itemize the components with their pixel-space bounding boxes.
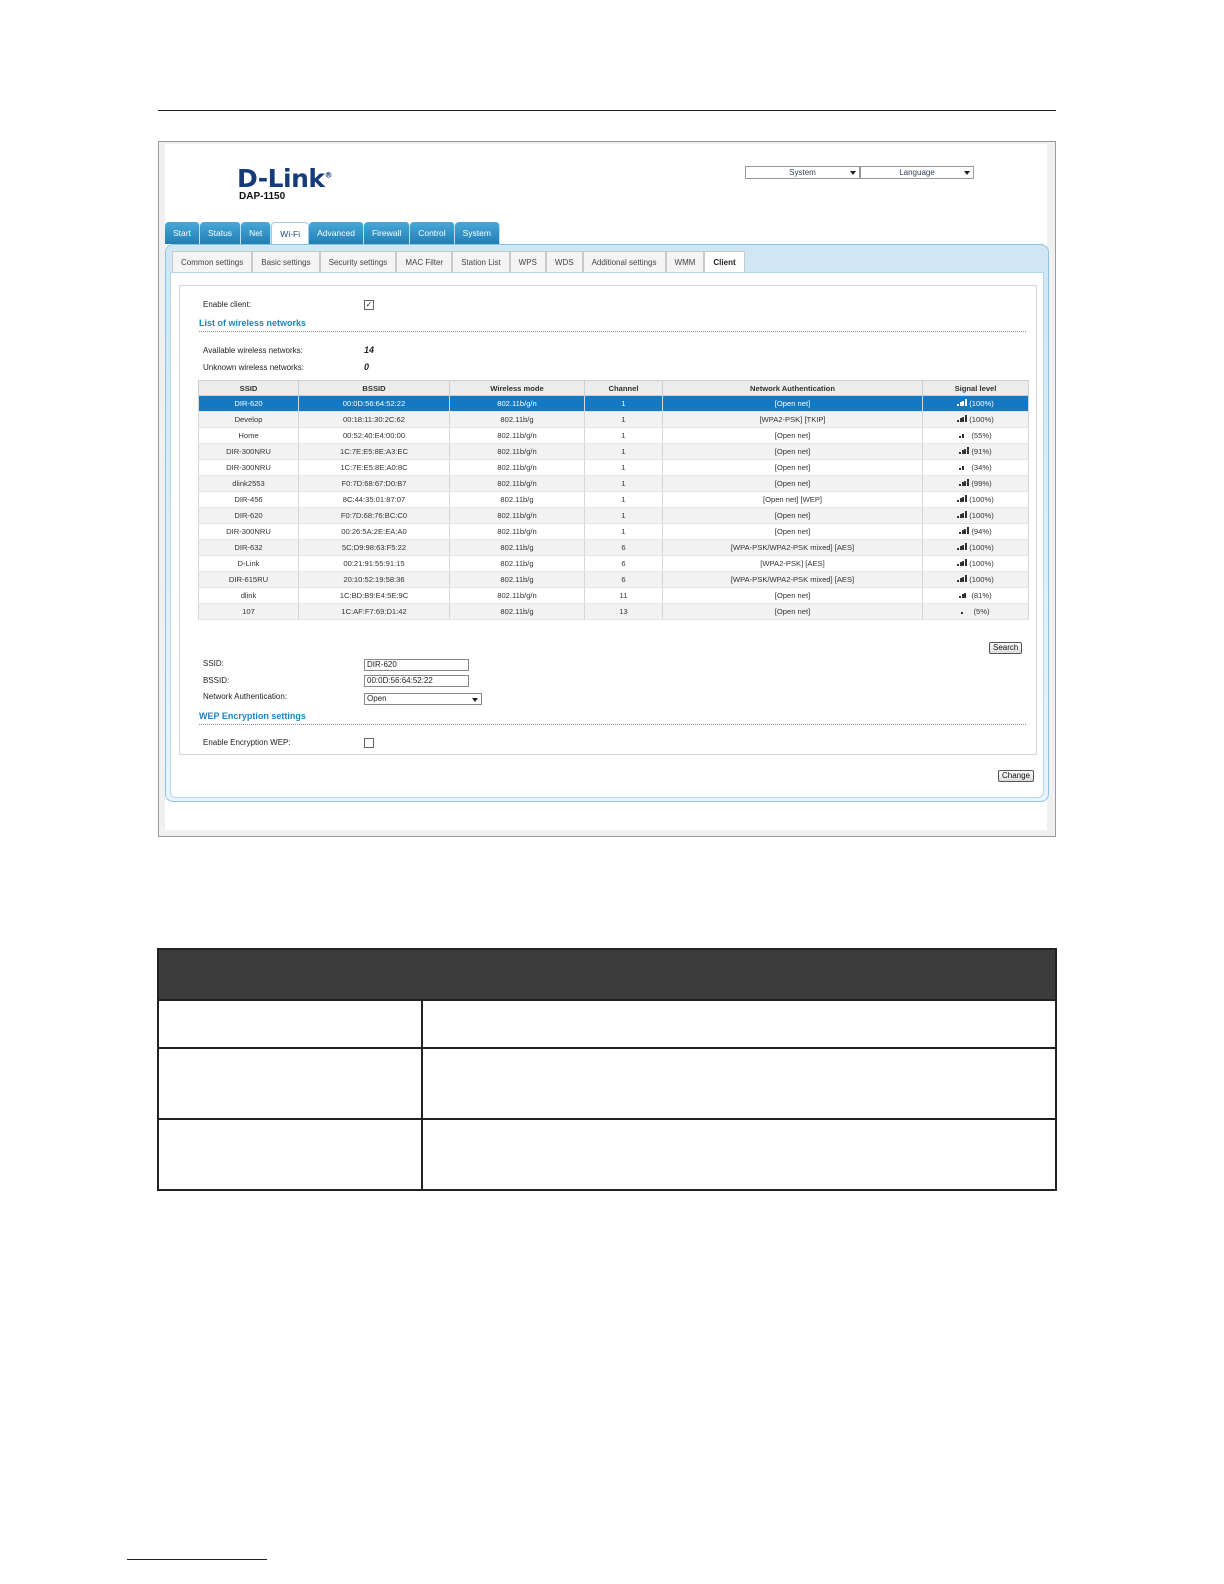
tab-status[interactable]: Status xyxy=(200,222,241,244)
cell-network-auth: [Open net] xyxy=(663,508,923,524)
table-row[interactable] xyxy=(199,476,1029,492)
cell-ssid: DIR-632 xyxy=(199,540,299,556)
enable-client-checkbox[interactable] xyxy=(364,300,374,310)
cell-signal-level xyxy=(923,412,1029,428)
search-button[interactable]: Search xyxy=(989,642,1022,654)
cell-wireless-mode: 802.11b/g/n xyxy=(450,428,585,444)
signal-strength-icon xyxy=(959,479,969,486)
cell-network-auth: [WPA-PSK/WPA2-PSK mixed] [AES] xyxy=(663,572,923,588)
description-table xyxy=(157,948,1057,1191)
cell-bssid: 00:18:11:30:2C:62 xyxy=(299,412,450,428)
cell-bssid: 00:21:91:55:91:15 xyxy=(299,556,450,572)
cell-wireless-mode: 802.11b/g xyxy=(450,540,585,556)
description-row xyxy=(159,999,1055,1047)
table-row[interactable] xyxy=(199,556,1029,572)
cell-ssid: D-Link xyxy=(199,556,299,572)
cell-wireless-mode: 802.11b/g xyxy=(450,572,585,588)
signal-level-text: (55%) xyxy=(971,431,992,440)
signal-strength-icon xyxy=(957,559,967,566)
network-auth-value: Open xyxy=(367,694,387,703)
signal-level-text: (100%) xyxy=(969,495,994,504)
cell-signal-level xyxy=(923,444,1029,460)
table-header-row xyxy=(199,381,1029,396)
column-header-bssid[interactable]: BSSID xyxy=(299,381,450,396)
cell-channel: 1 xyxy=(585,444,663,460)
cell-signal-level xyxy=(923,508,1029,524)
cell-wireless-mode: 802.11b/g xyxy=(450,412,585,428)
available-networks-value: 14 xyxy=(364,345,375,355)
cell-signal-level xyxy=(923,604,1029,620)
table-row[interactable] xyxy=(199,460,1029,476)
cell-network-auth: [Open net] [WEP] xyxy=(663,492,923,508)
table-body xyxy=(199,396,1029,620)
tab-system[interactable]: System xyxy=(455,222,500,244)
tab-control[interactable]: Control xyxy=(410,222,454,244)
signal-strength-icon xyxy=(959,591,969,598)
cell-wireless-mode: 802.11b/g/n xyxy=(450,444,585,460)
signal-level-text: (94%) xyxy=(971,527,992,536)
signal-level-text: (91%) xyxy=(971,447,992,456)
cell-wireless-mode: 802.11b/g/n xyxy=(450,396,585,412)
cell-ssid: DIR-620 xyxy=(199,396,299,412)
subtab-additional-settings[interactable]: Additional settings xyxy=(583,251,666,273)
cell-bssid: 00:52:40:E4:00:00 xyxy=(299,428,450,444)
signal-level-text: (100%) xyxy=(969,399,994,408)
cell-ssid: DIR-615RU xyxy=(199,572,299,588)
language-select-label: Language xyxy=(899,168,935,177)
cell-network-auth: [WPA2-PSK] [TKIP] xyxy=(663,412,923,428)
cell-bssid: F0:7D:68:76:BC:C0 xyxy=(299,508,450,524)
cell-wireless-mode: 802.11b/g xyxy=(450,492,585,508)
signal-level-text: (100%) xyxy=(969,415,994,424)
system-select-label: System xyxy=(789,168,816,177)
column-header-signal-level[interactable]: Signal level xyxy=(923,381,1029,396)
cell-ssid: dlink xyxy=(199,588,299,604)
language-select[interactable] xyxy=(860,166,974,179)
cell-bssid: 00:26:5A:2E:EA:A0 xyxy=(299,524,450,540)
cell-channel: 6 xyxy=(585,556,663,572)
signal-strength-icon xyxy=(959,527,969,534)
section-divider xyxy=(199,331,1026,332)
client-settings-area xyxy=(170,272,1044,798)
table-row[interactable] xyxy=(199,492,1029,508)
description-table-header xyxy=(159,950,1055,999)
chevron-down-icon xyxy=(850,171,856,175)
dlink-logo: D-Link® xyxy=(237,164,333,193)
cell-wireless-mode: 802.11b/g/n xyxy=(450,524,585,540)
signal-strength-icon xyxy=(957,399,967,406)
tab-wifi[interactable]: Wi-Fi xyxy=(271,222,309,245)
signal-level-text: (100%) xyxy=(969,575,994,584)
signal-level-text: (100%) xyxy=(969,511,994,520)
enable-client-label: Enable client: xyxy=(203,300,252,309)
cell-ssid: Develop xyxy=(199,412,299,428)
signal-level-text: (81%) xyxy=(971,591,992,600)
column-header-ssid[interactable]: SSID xyxy=(199,381,299,396)
wireless-networks-table xyxy=(198,380,1029,620)
description-column-divider xyxy=(421,999,423,1189)
cell-wireless-mode: 802.11b/g/n xyxy=(450,508,585,524)
subtab-mac-filter[interactable]: MAC Filter xyxy=(396,251,452,273)
ssid-input[interactable]: DIR-620 xyxy=(364,659,469,671)
model-name: DAP-1150 xyxy=(239,191,286,202)
footnote-rule xyxy=(127,1559,267,1560)
tab-start[interactable]: Start xyxy=(165,222,200,244)
subtab-station-list[interactable]: Station List xyxy=(452,251,510,273)
cell-signal-level xyxy=(923,492,1029,508)
client-form xyxy=(179,285,1037,755)
table-row[interactable] xyxy=(199,540,1029,556)
cell-ssid: DIR-300NRU xyxy=(199,524,299,540)
cell-signal-level xyxy=(923,476,1029,492)
cell-wireless-mode: 802.11b/g/n xyxy=(450,588,585,604)
cell-channel: 1 xyxy=(585,396,663,412)
cell-bssid: F0:7D:68:67:D0:B7 xyxy=(299,476,450,492)
chevron-down-icon xyxy=(472,698,478,702)
table-row[interactable] xyxy=(199,396,1029,412)
signal-strength-icon xyxy=(959,447,969,454)
description-row xyxy=(159,1047,1055,1118)
subtab-wps[interactable]: WPS xyxy=(510,251,546,273)
signal-strength-icon xyxy=(957,415,967,422)
cell-channel: 1 xyxy=(585,460,663,476)
signal-strength-icon xyxy=(959,431,969,438)
cell-signal-level xyxy=(923,396,1029,412)
signal-strength-icon xyxy=(959,463,969,470)
bssid-input[interactable]: 00:0D:56:64:52:22 xyxy=(364,675,469,687)
table-row[interactable] xyxy=(199,428,1029,444)
cell-channel: 13 xyxy=(585,604,663,620)
column-header-channel[interactable]: Channel xyxy=(585,381,663,396)
cell-bssid: 1C:7E:E5:8E:A0:8C xyxy=(299,460,450,476)
available-networks-label: Available wireless networks: xyxy=(203,346,303,355)
cell-channel: 1 xyxy=(585,508,663,524)
cell-ssid: DIR-620 xyxy=(199,508,299,524)
cell-bssid: 00:0D:56:64:52:22 xyxy=(299,396,450,412)
cell-network-auth: [Open net] xyxy=(663,396,923,412)
unknown-networks-label: Unknown wireless networks: xyxy=(203,363,304,372)
table-row[interactable] xyxy=(199,444,1029,460)
cell-signal-level xyxy=(923,460,1029,476)
subtab-wds[interactable]: WDS xyxy=(546,251,583,273)
cell-channel: 1 xyxy=(585,476,663,492)
signal-strength-icon xyxy=(957,575,967,582)
cell-channel: 1 xyxy=(585,412,663,428)
signal-level-text: (99%) xyxy=(971,479,992,488)
cell-ssid: 107 xyxy=(199,604,299,620)
cell-channel: 6 xyxy=(585,572,663,588)
cell-network-auth: [Open net] xyxy=(663,444,923,460)
table-row[interactable] xyxy=(199,588,1029,604)
tab-firewall[interactable]: Firewall xyxy=(364,222,410,244)
cell-bssid: 8C:44:35:01:87:07 xyxy=(299,492,450,508)
column-header-wireless-mode[interactable]: Wireless mode xyxy=(450,381,585,396)
cell-ssid: DIR-300NRU xyxy=(199,460,299,476)
section-title-wep: WEP Encryption settings xyxy=(199,711,306,721)
change-button[interactable]: Change xyxy=(998,770,1034,782)
enable-wep-checkbox[interactable] xyxy=(364,738,374,748)
cell-bssid: 1C:BD:B9:E4:5E:9C xyxy=(299,588,450,604)
subtab-client[interactable]: Client xyxy=(704,251,744,273)
ssid-label: SSID: xyxy=(203,659,224,668)
cell-channel: 11 xyxy=(585,588,663,604)
tab-advanced[interactable]: Advanced xyxy=(309,222,364,244)
cell-signal-level xyxy=(923,556,1029,572)
cell-signal-level xyxy=(923,572,1029,588)
cell-channel: 1 xyxy=(585,524,663,540)
column-header-network-auth[interactable]: Network Authentication xyxy=(663,381,923,396)
main-tabs xyxy=(165,222,500,244)
cell-network-auth: [Open net] xyxy=(663,604,923,620)
table-row[interactable] xyxy=(199,508,1029,524)
cell-network-auth: [Open net] xyxy=(663,460,923,476)
subtab-common-settings[interactable]: Common settings xyxy=(172,251,252,273)
signal-level-text: (100%) xyxy=(969,559,994,568)
table-row[interactable] xyxy=(199,524,1029,540)
tab-net[interactable]: Net xyxy=(241,222,271,244)
chevron-down-icon xyxy=(964,171,970,175)
cell-ssid: DIR-456 xyxy=(199,492,299,508)
enable-wep-label: Enable Encryption WEP: xyxy=(203,738,291,747)
signal-strength-icon xyxy=(957,511,967,518)
cell-ssid: dlink2553 xyxy=(199,476,299,492)
cell-channel: 1 xyxy=(585,492,663,508)
signal-level-text: (100%) xyxy=(969,543,994,552)
description-row xyxy=(159,1118,1055,1191)
section-divider xyxy=(199,724,1026,725)
cell-network-auth: [WPA-PSK/WPA2-PSK mixed] [AES] xyxy=(663,540,923,556)
cell-ssid: DIR-300NRU xyxy=(199,444,299,460)
cell-signal-level xyxy=(923,540,1029,556)
bssid-label: BSSID: xyxy=(203,676,230,685)
cell-wireless-mode: 802.11b/g xyxy=(450,556,585,572)
cell-signal-level xyxy=(923,588,1029,604)
cell-network-auth: [Open net] xyxy=(663,588,923,604)
cell-wireless-mode: 802.11b/g xyxy=(450,604,585,620)
signal-level-text: (34%) xyxy=(971,463,992,472)
unknown-networks-value: 0 xyxy=(364,362,370,372)
cell-bssid: 1C:AF:F7:69:D1:42 xyxy=(299,604,450,620)
cell-wireless-mode: 802.11b/g/n xyxy=(450,460,585,476)
signal-strength-icon xyxy=(961,607,971,614)
signal-strength-icon xyxy=(957,543,967,550)
screenshot-frame xyxy=(158,141,1056,837)
section-title-wireless-networks: List of wireless networks xyxy=(199,318,307,328)
cell-channel: 1 xyxy=(585,428,663,444)
signal-level-text: (5%) xyxy=(973,607,990,616)
cell-bssid: 5C:D9:98:63:F5:22 xyxy=(299,540,450,556)
cell-network-auth: [Open net] xyxy=(663,428,923,444)
subtab-wmm[interactable]: WMM xyxy=(666,251,705,273)
cell-network-auth: [WPA2-PSK] [AES] xyxy=(663,556,923,572)
subtab-basic-settings[interactable]: Basic settings xyxy=(252,251,319,273)
table-row[interactable] xyxy=(199,604,1029,620)
cell-bssid: 1C:7E:E5:8E:A3:EC xyxy=(299,444,450,460)
signal-strength-icon xyxy=(957,495,967,502)
network-auth-label: Network Authentication: xyxy=(203,692,288,701)
cell-ssid: Home xyxy=(199,428,299,444)
cell-network-auth: [Open net] xyxy=(663,476,923,492)
table-row[interactable] xyxy=(199,412,1029,428)
checkmark-icon: ✓ xyxy=(365,300,373,309)
wifi-panel xyxy=(165,244,1049,802)
subtab-security-settings[interactable]: Security settings xyxy=(320,251,397,273)
cell-signal-level xyxy=(923,524,1029,540)
sub-tabs xyxy=(172,251,745,272)
cell-signal-level xyxy=(923,428,1029,444)
system-select[interactable] xyxy=(745,166,860,179)
cell-wireless-mode: 802.11b/g/n xyxy=(450,476,585,492)
router-web-interface xyxy=(165,144,1047,830)
cell-bssid: 20:10:52:19:58:36 xyxy=(299,572,450,588)
cell-channel: 6 xyxy=(585,540,663,556)
table-row[interactable] xyxy=(199,572,1029,588)
network-auth-select[interactable] xyxy=(364,693,482,705)
header-rule xyxy=(158,110,1056,111)
cell-network-auth: [Open net] xyxy=(663,524,923,540)
